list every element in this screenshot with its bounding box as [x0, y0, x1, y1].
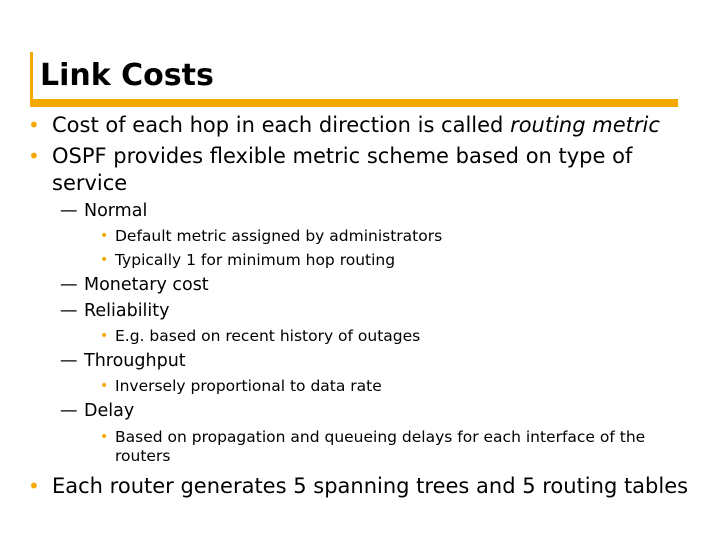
bullet-icon: •: [100, 252, 109, 268]
detail-typically-1: Typically 1 for minimum hop routing: [115, 251, 396, 269]
dash-icon: —: [60, 275, 78, 295]
bullet-ospf: OSPF provides flexible metric scheme based on type of: [52, 144, 633, 168]
bullet-icon: •: [100, 228, 109, 244]
detail-outages: E.g. based on recent history of outages: [115, 327, 421, 345]
bullet-icon: •: [28, 144, 40, 168]
sub-item-delay: Delay: [84, 401, 135, 421]
sub-item-monetary-cost: Monetary cost: [84, 275, 209, 295]
bullet-ospf-continuation: service: [52, 171, 128, 195]
slide-title: Link Costs: [40, 58, 214, 93]
sub-item-throughput: Throughput: [84, 351, 186, 371]
detail-propagation-delays: Based on propagation and queueing delays for each interface of the: [115, 428, 646, 446]
dash-icon: —: [60, 201, 78, 221]
detail-data-rate: Inversely proportional to data rate: [115, 377, 382, 395]
detail-propagation-continuation: routers: [115, 447, 171, 465]
bullet-routing-metric: [52, 111, 660, 139]
dash-icon: —: [60, 301, 78, 321]
sub-item-reliability: Reliability: [84, 301, 170, 321]
title-underline-rule: [30, 99, 678, 107]
dash-icon: —: [60, 401, 78, 421]
bullet-text: Cost of each hop in each direction is called: [52, 113, 511, 137]
title-accent-bar: [30, 52, 33, 100]
bullet-spanning-trees: Each router generates 5 spanning trees and 5 routing tables: [52, 474, 689, 498]
bullet-icon: •: [100, 429, 109, 445]
bullet-icon: •: [100, 378, 109, 394]
detail-default-metric: Default metric assigned by administrators: [115, 227, 443, 245]
bullet-icon: •: [100, 328, 109, 344]
sub-item-normal: Normal: [84, 201, 148, 221]
bullet-text-italic: routing metric: [510, 113, 660, 137]
bullet-icon: •: [28, 474, 40, 498]
bullet-icon: •: [28, 113, 40, 137]
dash-icon: —: [60, 351, 78, 371]
